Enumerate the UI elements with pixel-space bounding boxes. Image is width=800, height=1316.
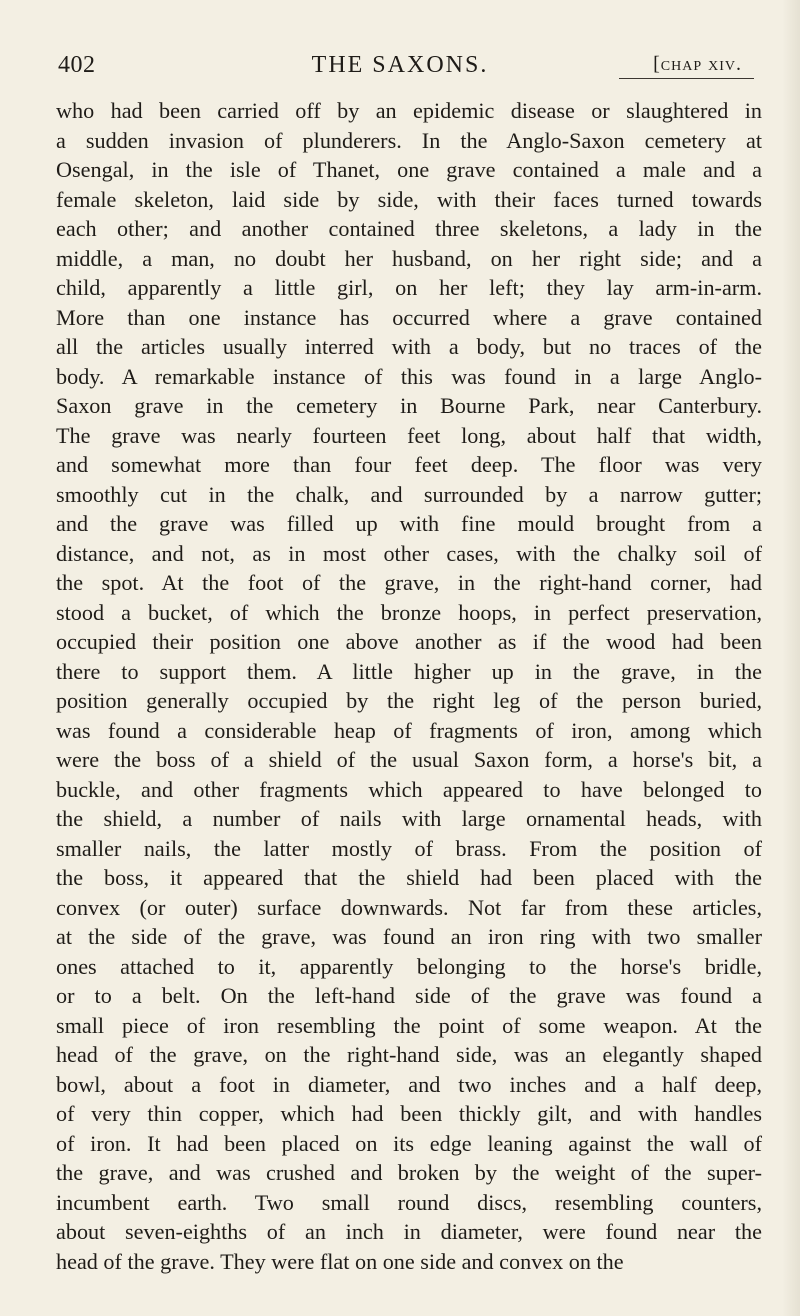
text-line: convex (or outer) surface downwards. Not far from these articles, <box>56 894 762 920</box>
text-line: head of the grave, on the right-hand side, was an elegantly shaped <box>56 1042 762 1067</box>
body-text <box>56 96 762 1276</box>
text-line: or to a belt. On the left-hand side of the grave was found a <box>56 983 762 1008</box>
text-line: about seven-eighths of an inch in diameter, were found near the <box>56 1219 762 1244</box>
text-line: smoothly cut in the chalk, and surrounded by a narrow gutter; <box>56 481 762 507</box>
text-line: were the boss of a shield of the usual Saxon form, a horse's bit, a <box>56 747 762 772</box>
text-line: child, apparently a little girl, on her left; they lay arm-in-arm. <box>56 275 762 300</box>
text-line: small piece of iron resembling the point of some weapon. At the <box>56 1012 762 1038</box>
text-line: head of the grave. They were flat on one side and convex on the <box>56 1248 624 1274</box>
text-line: and the grave was filled up with fine mould brought from a <box>56 511 762 536</box>
text-line: all the articles usually interred with a body, but no traces of the <box>56 334 762 359</box>
text-line: who had been carried off by an epidemic disease or slaughtered in <box>56 98 762 123</box>
text-line: ones attached to it, apparently belonging to the horse's bridle, <box>56 953 762 979</box>
text-line: the shield, a number of nails with large ornamental heads, with <box>56 806 762 831</box>
text-line: The grave was nearly fourteen feet long, about half that width, <box>56 422 762 448</box>
text-line: distance, and not, as in most other cases, with the chalky soil of <box>56 540 762 566</box>
text-line: at the side of the grave, was found an iron ring with two smaller <box>56 924 762 949</box>
text-line: middle, a man, no doubt her husband, on her right side; and a <box>56 245 762 271</box>
chapter-reference-rule <box>619 78 754 79</box>
text-line: body. A remarkable instance of this was found in a large Anglo- <box>56 363 762 389</box>
text-line: smaller nails, the latter mostly of brass. From the position of <box>56 835 762 861</box>
text-line: a sudden invasion of plunderers. In the Anglo-Saxon cemetery at <box>56 127 762 153</box>
text-line: More than one instance has occurred where a grave contained <box>56 304 762 330</box>
text-line: was found a considerable heap of fragments of iron, among which <box>56 717 762 743</box>
running-title: THE SAXONS. <box>311 52 489 78</box>
text-line: bowl, about a foot in diameter, and two inches and a half deep, <box>56 1071 762 1097</box>
text-line: the boss, it appeared that the shield had been placed with the <box>56 865 762 890</box>
text-line: of very thin copper, which had been thickly gilt, and with handles <box>56 1101 762 1126</box>
text-line: Osengal, in the isle of Thanet, one grave contained a male and a <box>56 157 762 182</box>
text-line: each other; and another contained three skeletons, a lady in the <box>56 216 762 241</box>
text-line: Saxon grave in the cemetery in Bourne Park, near Canterbury. <box>56 393 762 418</box>
text-line: of iron. It had been placed on its edge leaning against the wall of <box>56 1130 762 1156</box>
page-edge-shading <box>782 0 800 1316</box>
text-line: and somewhat more than four feet deep. The floor was very <box>56 452 762 477</box>
text-line: incumbent earth. Two small round discs, resembling counters, <box>56 1189 762 1215</box>
text-line: female skeleton, laid side by side, with their faces turned towards <box>56 186 762 212</box>
text-line: the grave, and was crushed and broken by the weight of the super- <box>56 1160 762 1185</box>
page-number: 402 <box>58 52 96 78</box>
text-line: the spot. At the foot of the grave, in the right-hand corner, had <box>56 570 762 595</box>
running-head <box>38 44 762 84</box>
chapter-reference: [chap xiv. <box>653 53 742 75</box>
text-line: there to support them. A little higher up in the grave, in the <box>56 658 762 684</box>
text-line: occupied their position one above another as if the wood had been <box>56 629 762 654</box>
text-line: position generally occupied by the right leg of the person buried, <box>56 688 762 713</box>
text-line: stood a bucket, of which the bronze hoops, in perfect preservation, <box>56 599 762 625</box>
text-line: buckle, and other fragments which appeared to have belonged to <box>56 776 762 802</box>
